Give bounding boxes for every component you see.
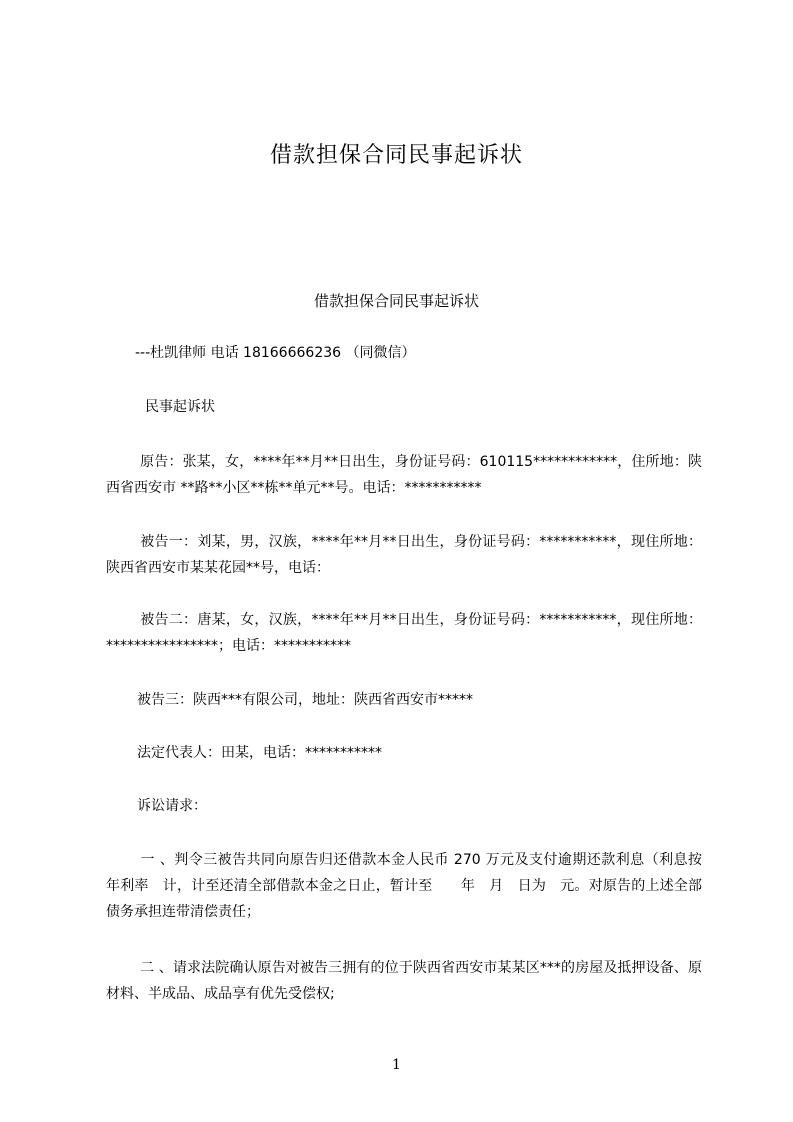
page-title: 借款担保合同民事起诉状 [269,143,523,168]
legal-representative-text: 法定代表人：田某，电话：*********** [137,745,382,761]
plaintiff-text: 原告：张某，女，****年**月**日出生，身份证号码：610115************，住所地：陕西省西安市 **路**小区**栋**单元**号。电话：*********** [106,454,702,496]
page-number: 1 [392,1057,401,1073]
defendant1-text: 被告一：刘某，男，汉族，****年**月**日出生，身份证号码：***********，现住所地：陕西省西安市某某花园**号，电话： [106,534,702,576]
claim2-paragraph [106,955,702,1007]
section-heading: 民事起诉状 [145,399,215,415]
claim2-text: 二 、请求法院确认原告对被告三拥有的位于陕西省西安市某某区***的房屋及抵押设备、原材料、半成品、成品享有优先受偿权; [106,960,702,1002]
plaintiff-paragraph [106,449,702,501]
defendant2-paragraph [106,607,702,659]
defendant1-paragraph [106,529,702,581]
claim1-paragraph [106,847,716,925]
defendant3-text: 被告三：陕西***有限公司，地址：陕西省西安市***** [137,692,473,708]
defendant2-text: 被告二：唐某，女，汉族，****年**月**日出生，身份证号码：***********，现住所地：****************；电话：*********** [106,612,702,654]
claim1-text: 一 、判令三被告共同向原告归还借款本金人民币 270 万元及支付逾期还款利息（利息按 年利率 计，计至还清全部借款本金之日止，暂计至 年 月 日为 元。对原告的上述全部债务承担连带清偿责任； [106,852,716,920]
lawyer-contact-line: ---杜凯律师 电话 18166666236 （同微信） [135,345,416,361]
document-subtitle: 借款担保合同民事起诉状 [313,292,479,310]
claims-heading: 诉讼请求： [137,798,207,814]
